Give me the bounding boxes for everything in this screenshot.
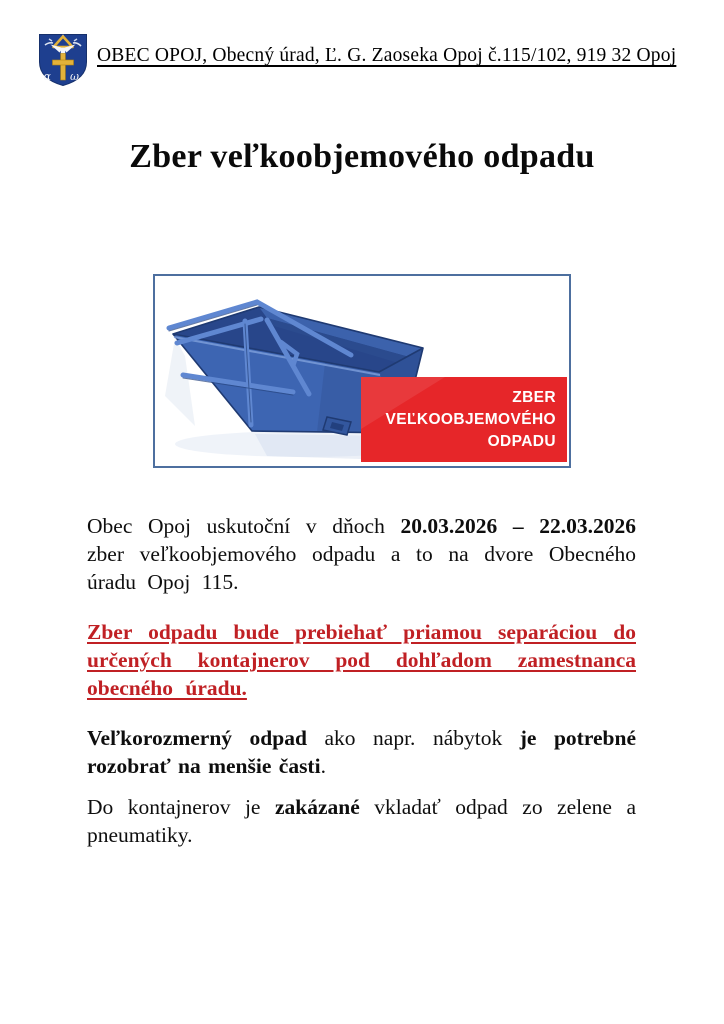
banner-line-2: VEĽKOOBJEMOVÉHO [385,410,556,428]
p1-run-1: Obec Opoj uskutoční v dňoch [87,514,401,538]
paragraph-collection-dates [87,512,636,596]
paragraph-bulky-waste-note [87,724,636,780]
photo-banner [361,377,567,462]
paragraph-warning: Zber odpadu bude prebiehať priamou separáciou do určených kontajnerov pod dohľadom zamestnanca obecného úradu. [87,620,636,700]
date-range: 20.03.2026 – 22.03.2026 [400,514,636,538]
header [38,33,676,87]
svg-text:α: α [43,70,51,83]
banner-line-1: ZBER [512,388,556,406]
p4-run-1: Do kontajnerov je [87,795,275,819]
p4-run-2: zakázané [274,795,360,819]
p3-run-2: ako napr. nábytok [306,726,520,750]
p3-run-3: je potrebné rozobrať na menšie časti [87,726,636,778]
announcement-body [87,512,636,849]
p3-run-4: . [320,754,326,778]
header-org-line: OBEC OPOJ, Obecný úrad, Ľ. G. Zaoseka Opoj č.115/102, 919 32 Opoj [97,45,677,66]
p1-run-3: zber veľkoobjemového odpadu a to na dvore Obecného úradu Opoj 115. [87,542,636,594]
municipal-crest-icon [38,33,88,87]
page-title: Zber veľkoobjemového odpadu [129,138,595,175]
banner-line-3: ODPADU [487,432,556,450]
svg-text:ω: ω [70,70,79,83]
p3-run-1: Veľkorozmerný odpad [87,726,307,750]
paragraph-prohibition [87,793,636,849]
p4-run-3: vkladať odpad zo zelene a pneumatiky. [87,795,636,847]
waste-collection-photo [153,274,571,468]
